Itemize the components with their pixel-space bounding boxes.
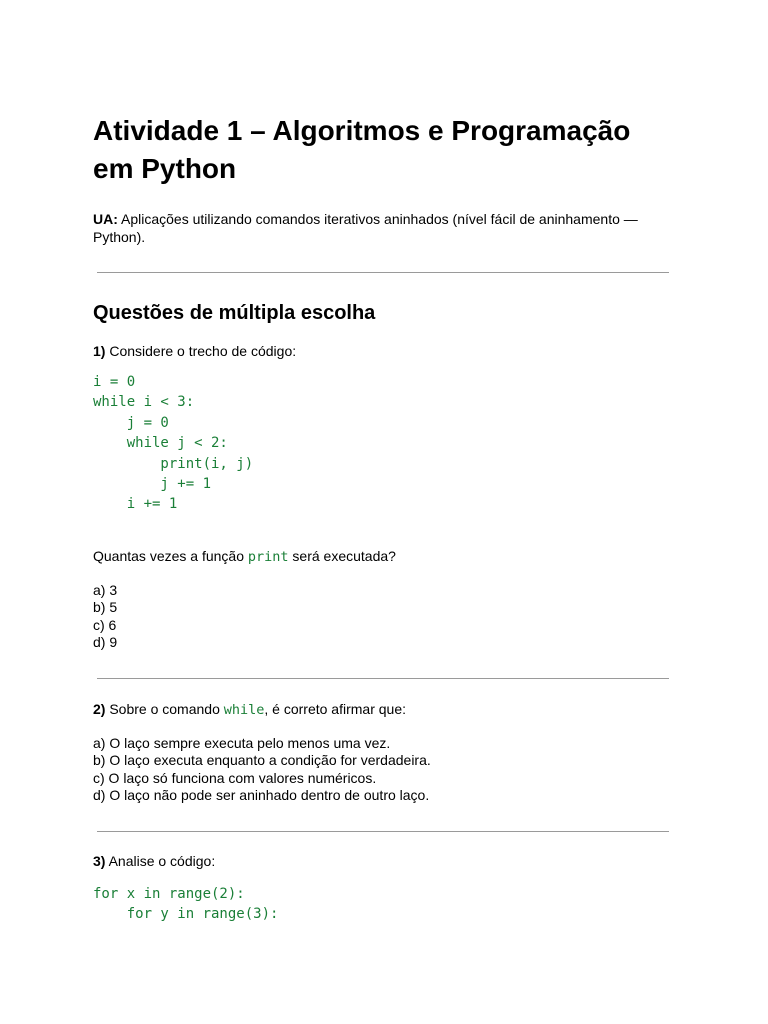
option-a: a) O laço sempre executa pelo menos uma vez. [93, 734, 391, 751]
question-3-prompt [93, 852, 669, 870]
question-2-text-before: Sobre o comando [109, 700, 224, 717]
option-c: c) 6 [93, 616, 117, 633]
ua-description [93, 210, 653, 246]
question-1-followup-after: será executada? [288, 547, 396, 564]
section-title: Questões de múltipla escolha [93, 302, 376, 324]
option-d: d) O laço não pode ser aninhado dentro de outro laço. [93, 787, 430, 804]
question-3-code-block: for x in range(2): for y in range(3): [93, 885, 279, 923]
divider [97, 272, 669, 273]
question-1-number: 1) [93, 343, 106, 359]
option-c: c) O laço só funciona com valores numéricos. [93, 769, 377, 786]
question-3-number: 3) [93, 852, 106, 869]
divider [97, 678, 669, 679]
question-1-followup-before: Quantas vezes a função [93, 547, 248, 564]
option-b: b) O laço executa enquanto a condição for verdadeira. [93, 752, 431, 769]
question-1-options [93, 582, 669, 652]
ua-label: UA: [93, 211, 118, 227]
question-2-prompt [93, 700, 669, 719]
divider [97, 831, 669, 832]
option-a: a) 3 [93, 581, 118, 598]
question-2-text-after: , é correto afirmar que: [264, 700, 407, 717]
question-1-followup [93, 547, 669, 566]
option-b: b) 5 [93, 599, 118, 616]
question-2-inline-code: while [223, 701, 265, 718]
question-3-text: Analise o código: [108, 852, 216, 869]
question-2-options [93, 735, 669, 805]
question-1-inline-code: print [247, 548, 289, 565]
page-title: Atividade 1 – Algoritmos e Programação em Python [93, 115, 631, 184]
question-1-code-block: i = 0 while i < 3: j = 0 while j < 2: print(i, j) j += 1 i += 1 [93, 374, 254, 513]
option-d: d) 9 [93, 634, 118, 651]
question-1-text: Considere o trecho de código: [109, 343, 297, 359]
question-2-number: 2) [93, 700, 106, 717]
question-1-prompt [93, 342, 669, 360]
ua-text: Aplicações utilizando comandos iterativos aninhados (nível fácil de aninhamento — Python). [93, 211, 638, 245]
document-page [93, 112, 669, 925]
